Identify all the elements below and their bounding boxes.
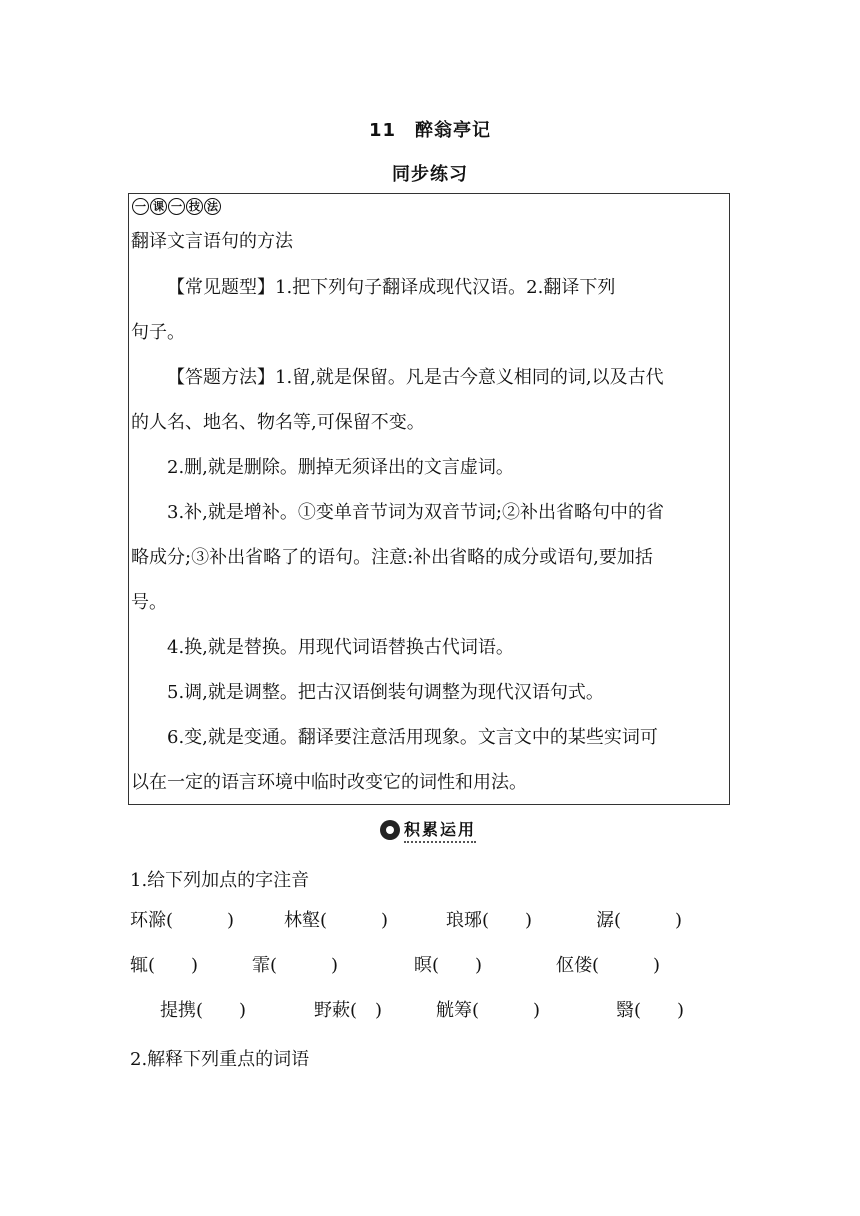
document-subtitle: 同步练习 <box>392 164 468 185</box>
pinyin-item: 林壑( ) <box>284 910 389 931</box>
pinyin-item: 翳( ) <box>616 1000 685 1021</box>
pinyin-item: 琅琊( ) <box>446 910 533 931</box>
pinyin-item: 提携( ) <box>160 1000 247 1021</box>
lesson-badge <box>132 198 221 215</box>
badge-char: 技 <box>186 198 203 215</box>
badge-char: 一 <box>132 198 149 215</box>
document-title: 11 醉翁亭记 <box>368 120 492 141</box>
method-line: 以在一定的语言环境中临时改变它的词性和用法。 <box>131 772 527 793</box>
section-header <box>380 817 476 843</box>
pinyin-item: 霏( ) <box>252 955 339 976</box>
method-line: 3.补,就是增补。①变单音节词为双音节词;②补出省略句中的省 <box>167 502 664 523</box>
method-line: 句子。 <box>131 322 185 343</box>
badge-char: 法 <box>204 198 221 215</box>
section-header-label: 积累运用 <box>404 817 476 843</box>
method-line: 2.删,就是删除。删掉无须译出的文言虚词。 <box>167 457 514 478</box>
badge-char: 课 <box>150 198 167 215</box>
method-line: 【常见题型】1.把下列句子翻译成现代汉语。2.翻译下列 <box>167 277 616 298</box>
method-line: 号。 <box>131 592 167 613</box>
pinyin-item: 环滁( ) <box>130 910 235 931</box>
method-line: 4.换,就是替换。用现代词语替换古代词语。 <box>167 637 514 658</box>
pinyin-item: 野蔌( ) <box>314 1000 383 1021</box>
method-heading: 翻译文言语句的方法 <box>131 231 293 252</box>
method-line: 6.变,就是变通。翻译要注意活用现象。文言文中的某些实词可 <box>167 727 658 748</box>
method-line: 略成分;③补出省略了的语句。注意:补出省略的成分或语句,要加括 <box>131 547 653 568</box>
method-line: 【答题方法】1.留,就是保留。凡是古今意义相同的词,以及古代 <box>167 367 664 388</box>
pinyin-item: 觥筹( ) <box>436 1000 541 1021</box>
pinyin-item: 潺( ) <box>596 910 683 931</box>
question-2-prompt: 2.解释下列重点的词语 <box>130 1049 310 1070</box>
pinyin-item: 伛偻( ) <box>556 955 661 976</box>
badge-char: 一 <box>168 198 185 215</box>
pinyin-item: 辄( ) <box>130 955 199 976</box>
method-box <box>128 193 730 805</box>
pinyin-item: 暝( ) <box>414 955 483 976</box>
method-line: 的人名、地名、物名等,可保留不变。 <box>131 412 425 433</box>
signal-icon <box>380 820 400 840</box>
method-line: 5.调,就是调整。把古汉语倒装句调整为现代汉语句式。 <box>167 682 604 703</box>
question-1-prompt: 1.给下列加点的字注音 <box>130 870 310 891</box>
